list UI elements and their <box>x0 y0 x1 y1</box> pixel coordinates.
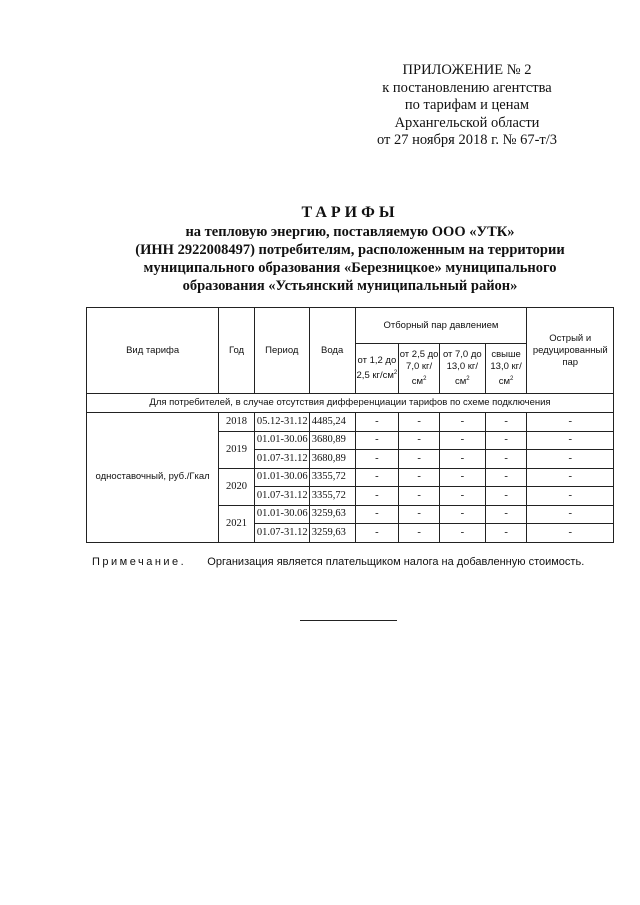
note-text: Организация является плательщиком налога на добавленную стоимость. <box>207 556 585 568</box>
year-cell: 2019 <box>219 431 255 468</box>
document-title <box>80 203 620 295</box>
water-cell: 3355,72 <box>309 468 355 487</box>
year-cell: 2020 <box>219 468 255 505</box>
header-sharp-steam: Острый и редуцированный пар <box>527 308 614 394</box>
water-cell: 3259,63 <box>309 505 355 524</box>
pressure-label: от 2,5 до 7,0 кг/см <box>399 348 439 388</box>
year-cell: 2018 <box>219 413 255 432</box>
water-cell: 3259,63 <box>309 524 355 543</box>
value-cell: - <box>399 431 440 450</box>
appendix-line: к постановлению агентства <box>382 79 552 96</box>
value-cell: - <box>399 450 440 469</box>
value-cell: - <box>399 487 440 506</box>
header-pressure-2: от 2,5 до 7,0 $кг/см^2$ <box>399 344 440 394</box>
value-cell: - <box>527 413 614 432</box>
value-cell: - <box>527 487 614 506</box>
period-cell: 05.12-31.12 <box>254 413 309 432</box>
value-cell: - <box>439 487 485 506</box>
header-period: Период <box>254 308 309 394</box>
appendix-header <box>358 62 576 150</box>
value-cell: - <box>439 450 485 469</box>
subtitle-line: на тепловую энергию, поставляемую ООО «УТК» <box>185 224 515 240</box>
subtitle-line: образования «Устьянский муниципальный район» <box>182 278 518 294</box>
pressure-label: свыше 13,0 кг/см <box>490 348 522 388</box>
value-cell: - <box>485 487 527 506</box>
header-water: Вода <box>309 308 355 394</box>
water-cell: 3680,89 <box>309 450 355 469</box>
header-selected-steam: Отборный пар давлением <box>355 308 527 344</box>
appendix-title: ПРИЛОЖЕНИЕ № 2 <box>402 62 532 78</box>
appendix-line: по тарифам и ценам <box>404 97 530 113</box>
period-cell: 01.07-31.12 <box>254 450 309 469</box>
period-cell: 01.01-30.06 <box>254 468 309 487</box>
value-cell: - <box>527 468 614 487</box>
value-cell: - <box>355 487 399 506</box>
header-tariff-type: Вид тарифа <box>87 308 219 394</box>
value-cell: - <box>485 431 527 450</box>
subtitle-line: (ИНН 2922008497) потребителям, расположенным на территории <box>135 242 565 258</box>
condition-text: Для потребителей, в случае отсутствия дифференциации тарифов по схеме подключения <box>87 394 614 413</box>
value-cell: - <box>485 450 527 469</box>
water-cell: 3355,72 <box>309 487 355 506</box>
period-cell: 01.01-30.06 <box>254 431 309 450</box>
period-cell: 01.07-31.12 <box>254 487 309 506</box>
value-cell: - <box>485 413 527 432</box>
title-heading: ТАРИФЫ <box>301 204 399 221</box>
year-cell: 2021 <box>219 505 255 542</box>
value-cell: - <box>355 431 399 450</box>
title-subtitle <box>80 223 620 295</box>
value-cell: - <box>355 468 399 487</box>
subtitle-line: муниципального образования «Березницкое» муниципального <box>143 260 557 276</box>
value-cell: - <box>399 468 440 487</box>
value-cell: - <box>355 450 399 469</box>
value-cell: - <box>399 505 440 524</box>
note-label: Примечание. <box>92 556 187 568</box>
table-condition-row <box>87 394 614 413</box>
period-cell: 01.07-31.12 <box>254 524 309 543</box>
period-cell: 01.01-30.06 <box>254 505 309 524</box>
note <box>92 556 584 568</box>
header-pressure-3: от 7,0 до 13,0 $кг/см^2$ <box>439 344 485 394</box>
value-cell: - <box>527 505 614 524</box>
tariff-table <box>86 307 614 543</box>
water-cell: 4485,24 <box>309 413 355 432</box>
value-cell: - <box>399 413 440 432</box>
value-cell: - <box>439 431 485 450</box>
value-cell: - <box>527 524 614 543</box>
tariff-type-cell: одноставочный, руб./Гкал <box>87 413 219 543</box>
value-cell: - <box>355 413 399 432</box>
value-cell: - <box>439 468 485 487</box>
water-cell: 3680,89 <box>309 431 355 450</box>
header-pressure-4: свыше 13,0 $кг/см^2$ <box>485 344 527 394</box>
value-cell: - <box>485 468 527 487</box>
pressure-label: от 7,0 до 13,0 кг/см <box>442 348 482 388</box>
value-cell: - <box>355 505 399 524</box>
table-row <box>87 413 614 432</box>
value-cell: - <box>485 505 527 524</box>
header-year: Год <box>219 308 255 394</box>
value-cell: - <box>439 413 485 432</box>
value-cell: - <box>399 524 440 543</box>
table-header-row <box>87 308 614 344</box>
value-cell: - <box>527 450 614 469</box>
value-cell: - <box>439 524 485 543</box>
value-cell: - <box>439 505 485 524</box>
pressure-label: от 1,2 до 2,5 кг/см <box>356 354 397 382</box>
value-cell: - <box>527 431 614 450</box>
value-cell: - <box>355 524 399 543</box>
value-cell: - <box>485 524 527 543</box>
closing-divider <box>300 620 397 621</box>
appendix-line: Архангельской области <box>394 114 540 131</box>
header-pressure-1: от 1,2 до 2,5 $кг/см^2$ <box>355 344 399 394</box>
appendix-date: от 27 ноября 2018 г. № 67-т/3 <box>376 132 558 148</box>
